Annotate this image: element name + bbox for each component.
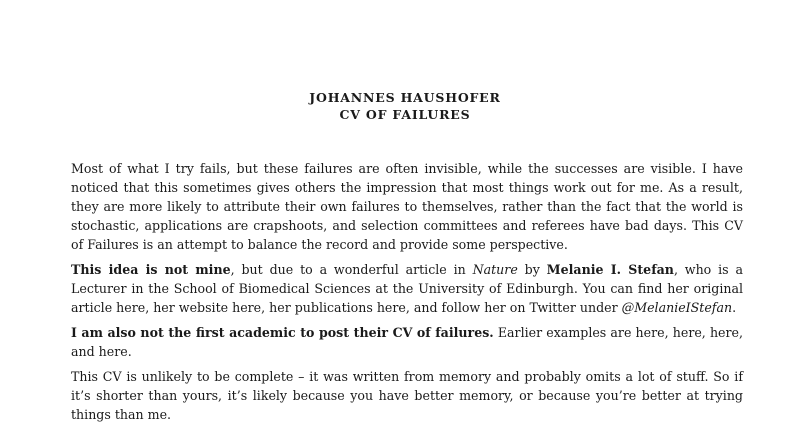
attribution-lead: This idea is not mine	[71, 262, 231, 277]
attribution-text-d: .	[732, 300, 737, 315]
paragraph-intro: Most of what I try fails, but these failures are often invisible, while the successes are visible. I have noticed that this sometimes gives others the impression that most things work out for me. As a result, they are more likely to attribute their own failures to themselves, rather than the fact that the world is stochastic, applications are crapshoots, and selection committees and referees have bad days. This CV of Failures is an attempt to balance the record and provide some perspective.	[71, 161, 743, 252]
paragraph-prior-examples	[71, 323, 743, 361]
prior-examples-lead: I am also not the first academic to post their CV of failures.	[71, 325, 494, 340]
journal-name: Nature	[472, 262, 518, 277]
paragraph-disclaimer: This CV is unlikely to be complete – it was written from memory and probably omits a lot of stuff. So if it’s shorter than yours, it’s likely because you have better memory, or because you’re better at trying things than me.	[71, 369, 743, 422]
attribution-text-a: , but due to a wonderful article in	[230, 262, 473, 277]
paragraph-attribution	[71, 260, 743, 317]
attribution-text-b: by	[517, 262, 547, 277]
document-title: CV OF FAILURES	[339, 107, 471, 122]
author-name: JOHANNES HAUSHOFER	[309, 90, 501, 105]
twitter-handle: @MelanieIStefan	[621, 300, 733, 315]
prior-examples-text: Earlier examples are here, here, here, and here.	[71, 325, 743, 359]
attribution-text-c: , who is a Lecturer in the School of Biomedical Sciences at the University of Edinburgh. You can find her original article here, her website here, her publications here, and follow her on Twitter under	[71, 262, 743, 315]
document-body	[71, 159, 743, 430]
credited-author: Melanie I. Stefan	[546, 262, 674, 277]
